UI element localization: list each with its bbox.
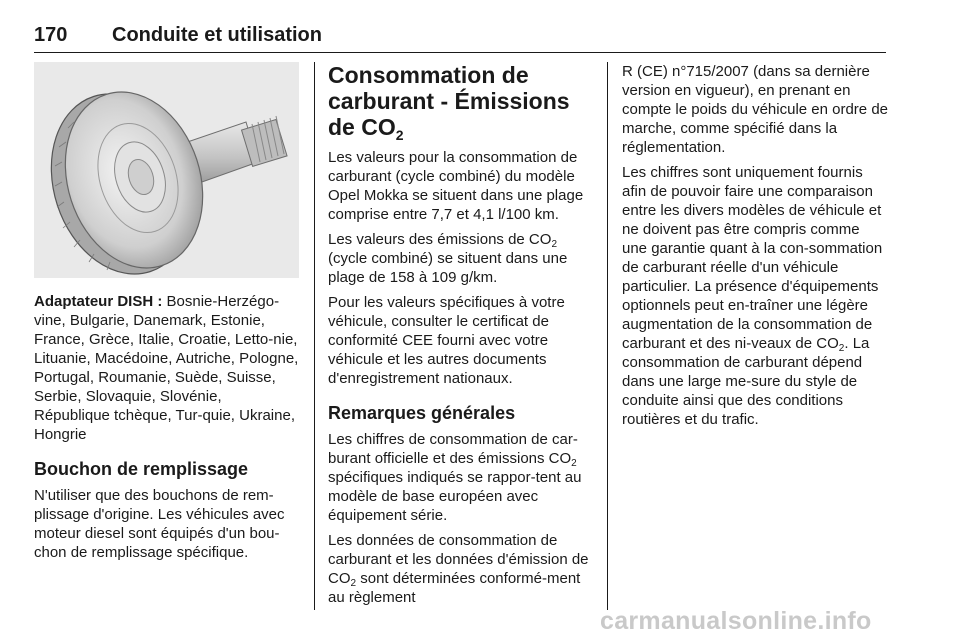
official-text-pre: Les chiffres de consommation de car-burant officielle et des émissions CO: [328, 431, 578, 467]
column-divider: [607, 62, 608, 610]
comparison-text-pre: Les chiffres sont uniquement fournis afin de pouvoir faire une comparaison entre les divers modèles de véhicule et ne doivent pas être compris comme une garantie quant à la con-sommation de carburant réelle d'un véhicule particulier. La présence d'équipements optionnels peut en-traîner une légère augmentation de la consommation de carburant et des ni-veaux de CO: [622, 164, 883, 352]
specific-values-paragraph: Pour les valeurs spécifiques à votre véhicule, consulter le certificat de conformité CEE fourni avec votre véhicule et les autres documents d'enregistrement nationaux.: [328, 294, 565, 387]
general-remarks-heading: Remarques générales: [328, 403, 516, 423]
column-middle: [328, 62, 594, 613]
co2-text-post: (cycle combiné) se situent dans une plage de 158 à 109 g/km.: [328, 250, 568, 286]
official-text-post: spécifiques indiqués se rappor-tent au modèle de base européen avec équipement série.: [328, 469, 582, 524]
filler-cap-heading: Bouchon de remplissage: [34, 459, 249, 479]
official-figures-paragraph: [328, 430, 594, 525]
co2-subscript: 2: [350, 578, 357, 589]
co2-text-pre: Les valeurs des émissions de CO: [328, 231, 552, 248]
fuel-consumption-paragraph: Les valeurs pour la consommation de carburant (cycle combiné) du modèle Opel Mokka se situent dans une plage comprise entre 7,7 et 4,1 l/100 km.: [328, 149, 584, 223]
regulation-paragraph: R (CE) n°715/2007 (dans sa dernière version en vigueur), en prenant en compte le poids du véhicule en ordre de marche, comme spécifié dans la réglementation.: [622, 63, 889, 156]
co2-emissions-paragraph: [328, 230, 594, 287]
comparison-paragraph: [622, 163, 888, 429]
co2-subscript: 2: [551, 239, 557, 250]
page-header: [34, 24, 886, 53]
heading-subscript: 2: [395, 127, 404, 143]
co2-subscript: 2: [838, 343, 845, 354]
dish-adapter-countries: Bosnie-Herzégo-vine, Bulgarie, Danemark, Estonie, France, Grèce, Italie, Croatie, Letto-nie, Lituanie, Macédoine, Autriche, Pologne, Portugal, Roumanie, Suède, Suisse, Serbie, Slovaquie, Slovénie, République tchèque, Tur-quie, Ukraine, Hongrie: [34, 293, 299, 443]
determination-text-pre: Les données de consommation de carburant et les données d'émission de CO: [328, 532, 589, 587]
co2-subscript: 2: [571, 458, 577, 469]
column-right: [622, 62, 888, 435]
section-heading: [328, 62, 594, 143]
comparison-text-post: . La consommation de carburant dépend dans une large me-sure du style de conduite ainsi que des conditions routières et du trafic.: [622, 335, 870, 428]
filler-cap-text: N'utiliser que des bouchons de rem-plissage d'origine. Les véhicules avec moteur diesel sont équipés d'un bou-chon de remplissage spécifique.: [34, 487, 285, 561]
dish-adapter-illustration: [34, 62, 299, 278]
page-number: 170: [34, 24, 68, 46]
dish-adapter-image: [34, 62, 299, 278]
column-divider: [314, 62, 315, 610]
chapter-title: Conduite et utilisation: [112, 24, 322, 46]
section-heading-text: Consommation de carburant - Émissions de CO: [328, 62, 570, 140]
dish-adapter-label: Adaptateur DISH :: [34, 293, 163, 310]
dish-adapter-paragraph: [34, 292, 299, 444]
column-left: [34, 62, 299, 568]
watermark: carmanualsonline.info: [600, 607, 872, 635]
determination-paragraph: [328, 531, 594, 607]
determination-text-post: sont déterminées conformé-ment au règlement: [328, 570, 581, 606]
